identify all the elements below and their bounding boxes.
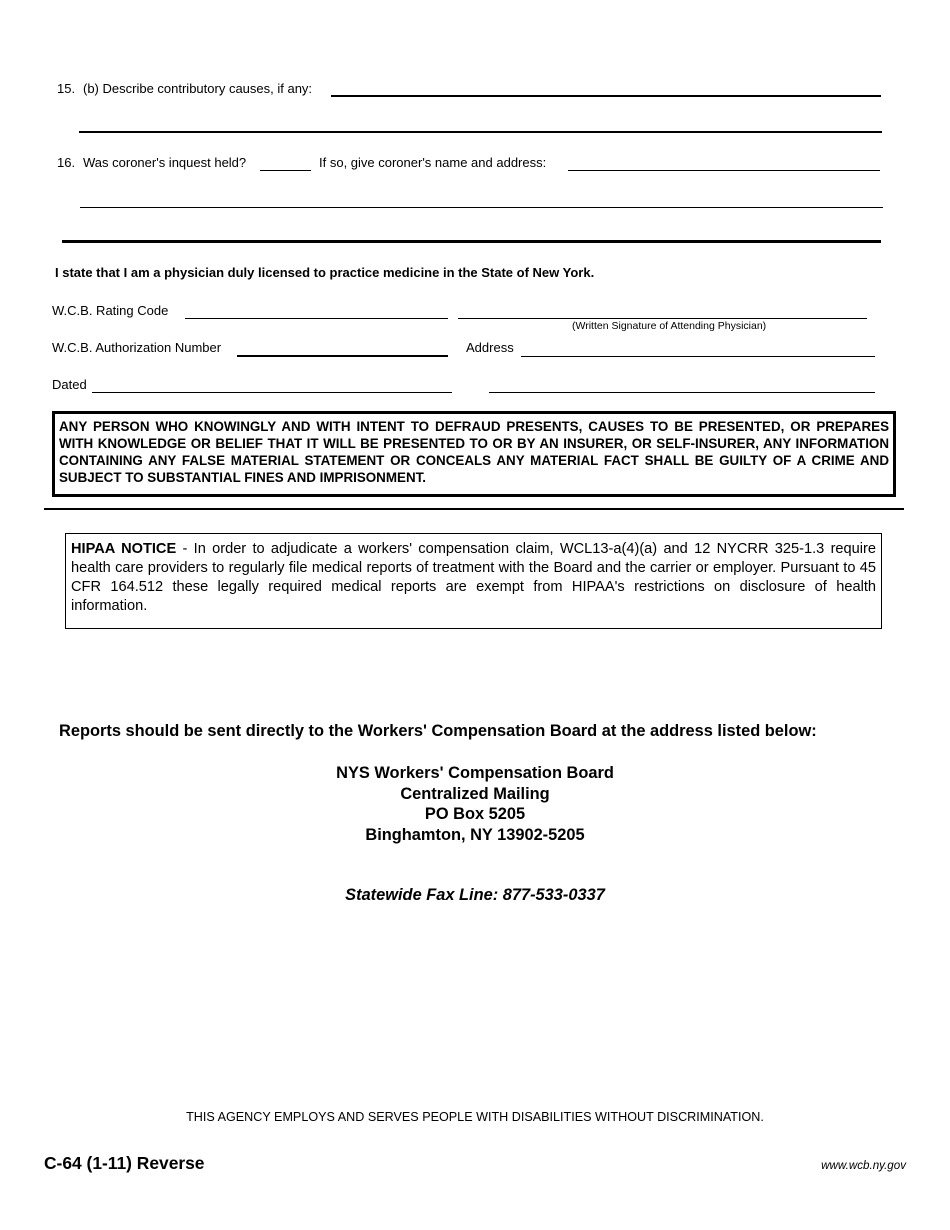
address-line-2-field[interactable] [489,392,875,393]
page-divider [44,508,904,510]
hipaa-text: - In order to adjudicate a workers' compensation claim, WCL13-a(4)(a) and 12 NYCRR 325-1.3 require health care providers to regularly file medical reports of treatment with the Board and the carrier or employer. Pursuant to 45 CFR 164.512 these legally required medical reports are exempt from HIPAA's restrictions on disclosure of health information. [71,541,876,614]
fax-line: Statewide Fax Line: 877-533-0337 [345,886,605,904]
website-url[interactable]: www.wcb.ny.gov [821,1159,906,1172]
authorization-number-label: W.C.B. Authorization Number [52,340,222,355]
q15-number: 15. [57,81,76,96]
address-label: Address [466,340,514,355]
dated-label: Dated [52,377,87,392]
signature-caption: (Written Signature of Attending Physician) [572,320,767,332]
disability-notice: THIS AGENCY EMPLOYS AND SERVES PEOPLE WITH DISABILITIES WITHOUT DISCRIMINATION. [186,1110,764,1124]
hipaa-notice-box [65,533,882,629]
fraud-warning-text: ANY PERSON WHO KNOWINGLY AND WITH INTENT TO DEFRAUD PRESENTS, CAUSES TO BE PRESENTED, OR PREPARES WITH KNOWLEDGE OR BELIEF THAT IT WILL BE PRESENTED TO OR BY AN INSURER, OR SELF-INSURER, ANY INFORMATION CONTAINING ANY FALSE MATERIAL STATEMENT OR CONCEALS ANY MATERIAL FACT SHALL BE GUILTY OF A CRIME AND SUBJECT TO SUBSTANTIAL FINES AND IMPRISONMENT. [59,419,889,485]
coroner-name-address-field[interactable] [568,170,880,171]
q15-label: (b) Describe contributory causes, if any: [83,81,313,96]
authorization-number-field[interactable] [237,355,448,357]
q16-label-2: If so, give coroner's name and address: [319,155,547,170]
inquest-held-field[interactable] [260,170,311,171]
form-id: C-64 (1-11) Reverse [44,1153,205,1173]
reports-instruction: Reports should be sent directly to the Workers' Compensation Board at the address listed below: [59,722,817,740]
mailing-address [0,763,950,845]
mailing-line-4: Binghamton, NY 13902-5205 [365,825,585,844]
dated-field[interactable] [92,392,452,393]
hipaa-title: HIPAA NOTICE [71,541,177,557]
rating-code-label: W.C.B. Rating Code [52,303,169,318]
mailing-line-2: Centralized Mailing [400,784,550,803]
q15-answer-line-2[interactable] [79,131,882,133]
signature-field[interactable] [458,318,867,319]
q15-answer-line-1[interactable] [331,95,881,97]
q16-number: 16. [57,155,76,170]
physician-statement: I state that I am a physician duly licensed to practice medicine in the State of New York. [55,265,595,280]
rating-code-field[interactable] [185,318,448,319]
coroner-address-line-2[interactable] [80,207,883,208]
mailing-line-1: NYS Workers' Compensation Board [336,764,614,782]
q16-label: Was coroner's inquest held? [83,155,247,170]
mailing-line-3: PO Box 5205 [424,805,526,823]
address-field[interactable] [521,356,875,357]
section-divider [62,240,881,243]
fraud-warning-box [52,411,896,497]
